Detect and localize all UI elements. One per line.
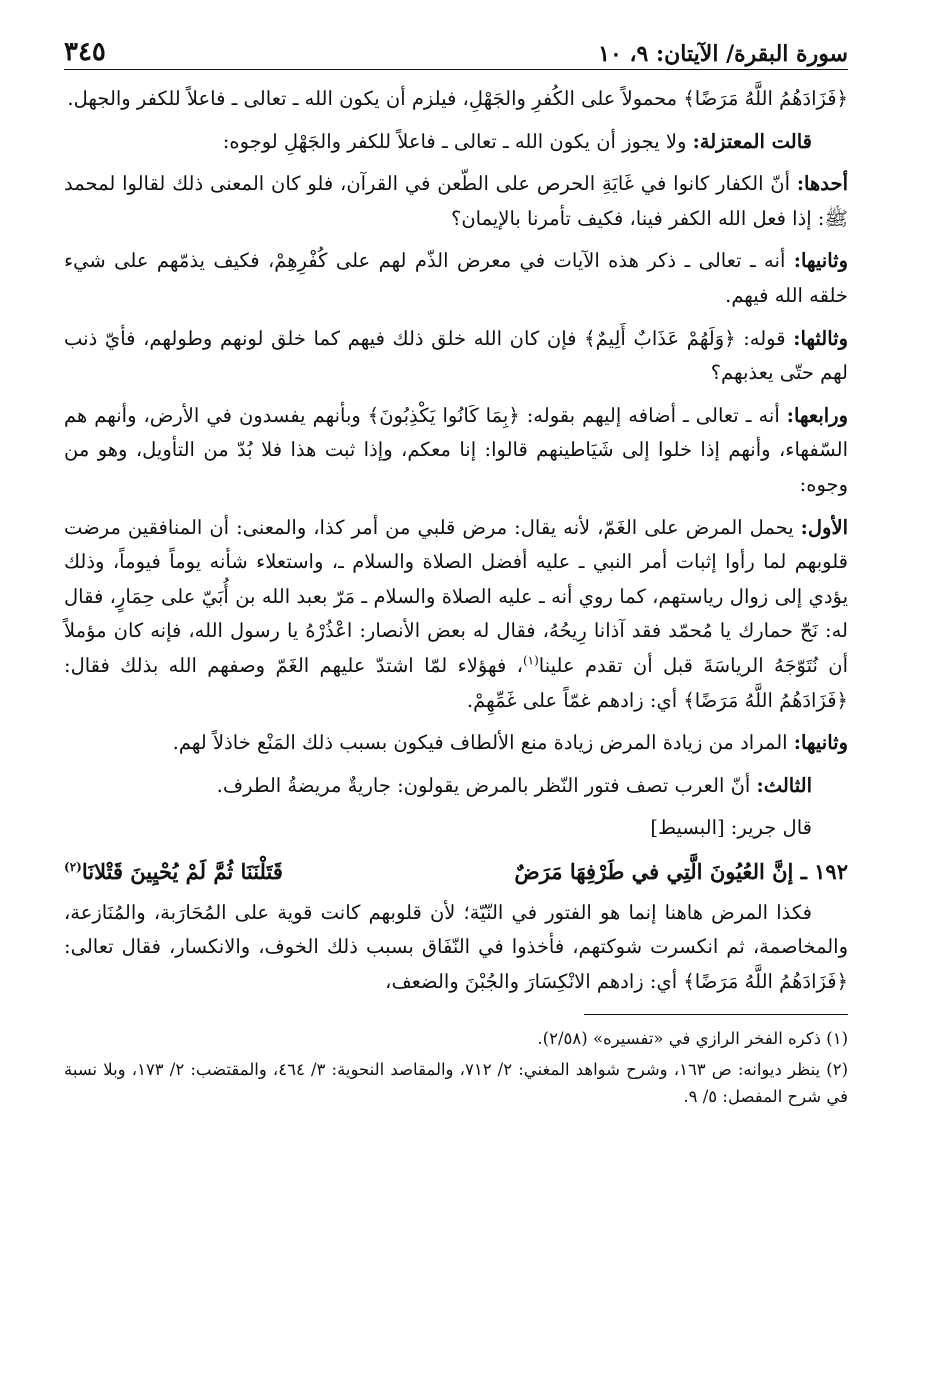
paragraph-text: أنّ العرب تصف فتور النّظر بالمرض يقولون: جاريةٌ مريضةُ الطرف. <box>216 773 757 797</box>
poem-verse <box>64 854 848 890</box>
paragraph-lead: أحدها: <box>796 172 848 196</box>
paragraph-lead: وثانيها: <box>793 731 848 755</box>
paragraph <box>64 811 848 846</box>
paragraph <box>64 244 848 313</box>
paragraph <box>64 322 848 391</box>
page-header <box>64 30 848 70</box>
paragraph <box>64 82 848 117</box>
paragraph-text: قوله: ﴿وَلَهُمْ عَذَابٌ أَلِيمٌ﴾ فإن كان الله خلق ذلك فيهم كما خلق لونهم وطولهم، فأيّ ذنب لهم حتّى يعذبهم؟ <box>64 326 848 385</box>
paragraph <box>64 769 848 804</box>
footnote-divider <box>584 1014 848 1015</box>
paragraph-text: أنه ـ تعالى ـ ذكر هذه الآيات في معرض الذّم لهم على كُفْرِهِمْ، فكيف يذمّهم على شيء خلقه الله فيهم. <box>64 249 848 307</box>
footnote-marker[interactable]: (٢) <box>64 859 82 874</box>
poem-second-hemistich <box>64 854 283 890</box>
paragraph <box>64 399 848 503</box>
paragraph-text: ﴿فَزَادَهُمُ اللَّهُ مَرَضًا﴾ محمولاً على الكُفرِ والجَهْلِ، فيلزم أن يكون الله ـ تعالى ـ فاعلاً للكفر والجهل. <box>67 87 848 110</box>
footnote-marker[interactable]: (١) <box>522 653 539 668</box>
paragraph-text: أنّ الكفار كانوا في غَايَةِ الحرص على الطّعن في القرآن، فلو كان المعنى ذلك لقالوا لمحمد ﷺ: إذا فعل الله الكفر فينا، فكيف تأمرنا بالإيمان؟ <box>64 172 848 230</box>
paragraph-lead: الثالث: <box>756 773 812 797</box>
paragraph <box>64 511 848 719</box>
paragraph-text: المراد من زيادة المرض زيادة منع الألطاف فيكون بسبب ذلك المَنْع خاذلاً لهم. <box>172 731 794 755</box>
paragraph-text-continued: ، فهؤلاء لمّا اشتدّ عليهم الغَمّ وصفهم الله بذلك فقال: ﴿فَزَادَهُمُ اللَّهُ مَرَضًا﴾ أي: زادهم غمّاً على غَمِّهِمْ. <box>64 653 848 712</box>
paragraph-text: ولا يجوز أن يكون الله ـ تعالى ـ فاعلاً للكفر والجَهْلِ لوجوه: <box>222 129 693 153</box>
poem-first-text: إنَّ العُيُونَ الَّتِي في طَرْفِهَا مَرَضٌ <box>514 858 794 884</box>
paragraph-lead: وثانيها: <box>793 249 848 273</box>
footnotes <box>64 1025 848 1110</box>
poem-first-hemistich <box>514 854 848 890</box>
book-page <box>64 30 848 1114</box>
paragraph-lead: قالت المعتزلة: <box>692 129 812 153</box>
paragraph-lead: الأول: <box>800 515 848 539</box>
footnote: (١) ذكره الفخر الرازي في «تفسيره» (٢/٥٨). <box>537 1028 848 1048</box>
paragraph-lead: وثالثها: <box>793 326 848 350</box>
paragraph <box>64 896 848 1000</box>
paragraph-text: أنه ـ تعالى ـ أضافه إليهم بقوله: ﴿بِمَا كَانُوا يَكْذِبُونَ﴾ وبأنهم يفسدون في الأرض، وأنهم هم السّفهاء، وأنهم إذا خلوا إلى شَيَاطينهم قالوا: إنا معكم، وإذا ثبت هذا فلا بُدّ من التأويل، وهو من وجوه: <box>64 403 848 496</box>
paragraph-text: يحمل المرض على الغَمّ، لأنه يقال: مرض قلبي من أمر كذا، والمعنى: أن المنافقين مرضت قلوبهم لما رأوا إثبات أمر النبي ـ عليه أفضل الصلاة والسلام ـ، واستعلاء شأنه يوماً فيوماً، وذلك يؤدي إلى زوال رياستهم، كما روي أنه ـ عليه الصلاة والسلام ـ مَرّ بعبد الله بن أُبَيّ على حِمَارٍ، فقال له: نَحّ حمارك يا مُحمّد فقد آذانا رِيحُهُ، فقال له بعض الأنصار: اعْذُرْهُ يا رسول الله، فإنه كان مؤملاً أن نُتَوّجَهُ الرياسَةَ قبل أن تقدم علينا <box>64 515 848 677</box>
paragraph <box>64 125 848 160</box>
running-title: سورة البقرة/ الآيتان: ٩، ١٠ <box>598 41 848 67</box>
main-text <box>64 82 848 1000</box>
footnote: (٢) ينظر ديوانه: ص ١٦٣، وشرح شواهد المغني: ٢/ ٧١٢، والمقاصد النحوية: ٣/ ٤٦٤، والمقتضب: ٢/ ١٧٣، وبلا نسبة في شرح المفصل: ٥/ ٩. <box>64 1059 849 1106</box>
paragraph <box>64 726 848 761</box>
page-number: ٣٤٥ <box>64 37 106 67</box>
paragraph-text: فكذا المرض هاهنا إنما هو الفتور في النّيّة؛ لأن قلوبهم كانت قوية على المُحَارَبة، والمُنَازعة، والمخاصمة، ثم انكسرت شوكتهم، فأخذوا في النّفَاق بسبب ذلك الخوف، والانكسار، فقال تعالى: ﴿فَزَادَهُمُ اللَّهُ مَرَضًا﴾ أي: زادهم الانْكِسَارَ والجُبْنَ والضعف، <box>64 900 848 994</box>
paragraph-lead: ورابعها: <box>786 403 848 427</box>
poem-number: ١٩٢ ـ <box>800 858 848 884</box>
poem-second-text: قَتَلْنَنَا ثُمَّ لَمْ يُحْيِينَ قَتْلانَا <box>81 858 283 884</box>
paragraph-text: قال جرير: [البسيط] <box>650 816 812 840</box>
paragraph <box>64 167 848 236</box>
